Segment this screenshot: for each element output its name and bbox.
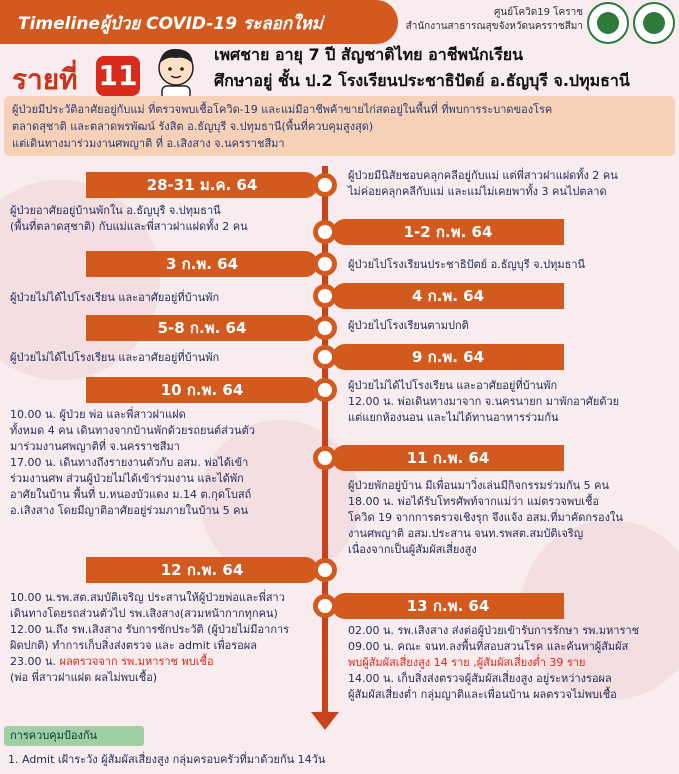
date-label: 28-31 ม.ค. 64 <box>86 172 318 198</box>
date-label: 3 ก.พ. 64 <box>86 251 318 277</box>
event-line: (พื้นที่ตลาดสุชาติ) กับแม่และพี่สาวฝาแฝดทั้ง 2 คน <box>10 220 248 233</box>
event-line: โควิด 19 จากการตรวจเชิงรุก จึงแจ้ง อสม.ที่มาคัดกรองใน <box>348 511 623 524</box>
event-line: ผู้สัมผัสเสี่ยงต่ำ กลุ่มญาติและเพื่อนบ้าน ผลตรวจไม่พบเชื้อ <box>348 688 617 701</box>
event-text: ผู้ป่วยไปโรงเรียนตามปกติ <box>348 319 469 332</box>
event-text <box>348 478 670 558</box>
event-line: ทั้งหมด 4 คน เดินทางจากบ้านพักด้วยรถยนต์ส่วนตัว <box>10 424 255 437</box>
timeline-axis <box>322 166 328 718</box>
event-line: 12.00 น. พ่อเดินทางมาจาก จ.นครนายก มาพักอาศัยด้วย <box>348 395 620 408</box>
org-line1: ศูนย์โควิด19 โคราช <box>494 7 583 18</box>
event-line: ไม่ค่อยคลุกคลีกับแม่ และแม่ไม่เคยพาทั้ง 3 คนไปตลาด <box>348 185 607 198</box>
event-line: แต่แยกห้องนอน และไม่ได้ทานอาหารร่วมกัน <box>348 411 559 424</box>
child-icon <box>150 44 202 100</box>
event-line <box>10 654 316 670</box>
event-line: (พ่อ พี่สาวฝาแฝด ผลไม่พบเชื้อ) <box>10 671 158 684</box>
event-line: ผู้ป่วยพักอยู่บ้าน มีเพื่อนมาวิ่งเล่นมีกิจกรรมร่วมกัน 5 คน <box>348 479 610 492</box>
date-label: 13 ก.พ. 64 <box>332 593 564 619</box>
date-label: 9 ก.พ. 64 <box>332 344 564 370</box>
event-text: ผู้ป่วยไปโรงเรียนประชาธิปัตย์ อ.ธัญบุรี จ.ปทุมธานี <box>348 258 586 271</box>
case-number-badge: 11 <box>96 56 140 96</box>
event-line: 14.00 น. เก็บสิ่งส่งตรวจผู้สัมผัสเสี่ยงสูง อยู่ระหว่างรอผล <box>348 672 612 685</box>
event-line: เนื่องจากเป็นผู้สัมผัสเสี่ยงสูง <box>348 543 477 556</box>
event-line: ผู้ป่วยอาศัยอยู่บ้านพักใน อ.ธัญบุรี จ.ปทุมธานี <box>10 204 221 217</box>
contacts-count-text: พบผู้สัมผัสเสี่ยงสูง 14 ราย ,ผู้สัมผัสเสี่ยงต่ำ 39 ราย <box>348 656 586 669</box>
control-heading: การควบคุมป้องกัน <box>4 726 144 746</box>
event-line: 17.00 น. เดินทางถึงรายงานตัวกับ อสม. พ่อได้เข้า <box>10 456 249 469</box>
event-text <box>348 168 670 200</box>
date-label: 12 ก.พ. 64 <box>86 557 318 583</box>
event-line: 10.00 น.รพ.สต.สมบัติเจริญ ประสานให้ผู้ป่วยพ่อและพี่สาว <box>10 591 285 604</box>
date-label: 5-8 ก.พ. 64 <box>86 315 318 341</box>
summary-line1: ผู้ป่วยมีประวัติอาศัยอยู่กับแม่ ที่ตรวจพบเชื้อโควิด-19 และแม่มีอาชีพค้าขายไก่สดอยู่ในพื้นที่ ที่พบการระบาดของโรค <box>12 103 553 116</box>
date-label: 1-2 ก.พ. 64 <box>332 219 564 245</box>
event-text: ผู้ป่วยไม่ได้ไปโรงเรียน และอาศัยอยู่ที่บ้านพัก <box>10 291 220 304</box>
event-line: อ.เสิงสาง โดยมีญาติอาศัยอยู่ร่วมภายในบ้าน 5 คน <box>10 504 249 517</box>
case-title <box>214 42 630 94</box>
event-time: 23.00 น. <box>10 655 60 668</box>
case-title-line2: ศึกษาอยู่ ชั้น ป.2 โรงเรียนประชาธิปัตย์ อ.ธัญบุรี จ.ปทุมธานี <box>214 71 630 90</box>
event-line: 02.00 น. รพ.เสิงสาง ส่งต่อผู้ป่วยเข้ารับการรักษา รพ.มหาราช <box>348 624 640 637</box>
date-label: 10 ก.พ. 64 <box>86 377 318 403</box>
event-text <box>10 590 316 686</box>
event-line: เดินทางโดยรถส่วนตัวไป รพ.เสิงสาง(สวมหน้ากากทุกคน) <box>10 607 278 620</box>
summary-line2: ตลาดสุชาติ และตลาดพรพัฒน์ รังสิต อ.ธัญบุรี จ.ปทุมธานี(พื้นที่ควบคุมสูงสุด) <box>12 120 374 133</box>
event-line: มาร่วมงานศพญาติที่ จ.นครราชสีมา <box>10 440 180 453</box>
case-summary <box>4 96 675 156</box>
event-line: ร่วมงานศพ ส่วนผู้ป่วยไม่ได้เข้าร่วมงาน และได้พัก <box>10 472 244 485</box>
date-label: 11 ก.พ. 64 <box>332 445 564 471</box>
positive-result-text: ผลตรวจจาก รพ.มหาราช พบเชื้อ <box>59 655 214 668</box>
event-text: ผู้ป่วยไม่ได้ไปโรงเรียน และอาศัยอยู่ที่บ้านพัก <box>10 351 220 364</box>
case-label: รายที่ <box>12 63 78 96</box>
header-title: Timelineผู้ป่วย COVID-19 ระลอกใหม่ <box>0 0 398 44</box>
event-line: 09.00 น. คณะ จนท.ลงพื้นที่สอบสวนโรค และค้นหาผู้สัมผัส <box>348 640 629 653</box>
event-line: งานศพญาติ อสม.ประสาน จนท.รพสต.สมบัติเจริญ <box>348 527 584 540</box>
event-line: 18.00 น. พ่อได้รับโทรศัพท์จากแม่ว่า แม่ตรวจพบเชื้อ <box>348 495 600 508</box>
event-text <box>348 378 670 426</box>
event-text <box>10 203 316 235</box>
timeline-arrow-icon <box>311 712 339 730</box>
event-line: ผิดปกติ) ทำการเก็บสิ่งส่งตรวจ และ admit เพื่อรอผล <box>10 639 257 652</box>
event-line: อาศัยในบ้าน พื้นที่ บ.หนองบัวแดง ม.14 ต.กุดโบสถ์ <box>10 488 252 501</box>
event-line: 10.00 น. ผู้ป่วย พ่อ และพี่สาวฝาแฝด <box>10 408 186 421</box>
event-line: 12.00 น.ถึง รพ.เสิงสาง รับการซักประวัติ (ผู้ป่วยไม่มีอาการ <box>10 623 290 636</box>
case-title-line1: เพศชาย อายุ 7 ปี สัญชาติไทย อาชีพนักเรียน <box>214 45 524 64</box>
org-line2: สำนักงานสาธารณสุขจังหวัดนครราชสีมา <box>405 21 583 32</box>
date-label: 4 ก.พ. 64 <box>332 283 564 309</box>
provincial-health-logo <box>587 2 629 44</box>
event-line: ผู้ป่วยไม่ได้ไปโรงเรียน และอาศัยอยู่ที่บ้านพัก <box>348 379 558 392</box>
control-item: 1. Admit เฝ้าระวัง ผู้สัมผัสเสี่ยงสูง กลุ่มครอบครัวที่มาด้วยกัน 14วัน <box>8 753 326 766</box>
event-text <box>348 623 670 703</box>
org-name <box>406 6 583 34</box>
ministry-health-logo <box>633 2 675 44</box>
summary-line3: แต่เดินทางมาร่วมงานศพญาติ ที่ อ.เสิงสาง จ.นครราชสีมา <box>12 137 285 150</box>
event-text <box>10 407 316 519</box>
event-line: ผู้ป่วยมีนิสัยชอบคลุกคลีอยู่กับแม่ แต่พี่สาวฝาแฝดทั้ง 2 คน <box>348 169 618 182</box>
